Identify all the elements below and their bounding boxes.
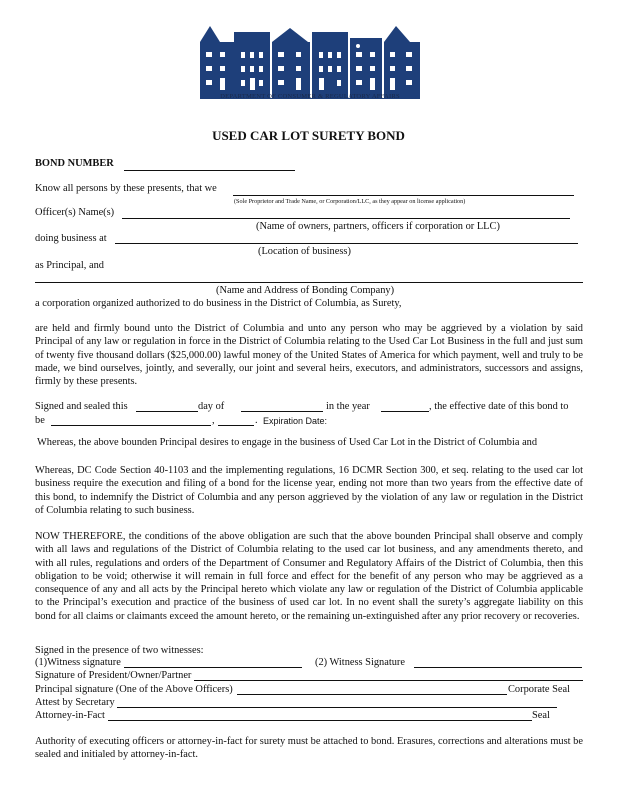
- corporate-seal-label: Corporate Seal: [508, 684, 571, 695]
- whereas-1-paragraph: Whereas, the above bounden Principal desires to engage in the business of Used Car Lot in the District of Columbia and: [37, 437, 538, 448]
- attorney-in-fact-label: Attorney-in-Fact: [35, 710, 105, 721]
- expiration-date-label: Expiration Date:: [263, 416, 328, 426]
- witness1-label: (1)Witness signature: [35, 657, 121, 668]
- month-field[interactable]: [241, 411, 323, 412]
- effective-year-field[interactable]: [218, 425, 254, 426]
- effective-date-field[interactable]: [51, 425, 211, 426]
- attest-secretary-field[interactable]: [117, 707, 557, 708]
- held-bound-paragraph: are held and firmly bound unto the District of Columbia and unto any person who may be aggrieved by a violation by said Principal of any law or regulation in force in the District of Columbia relating to the Used Car Lot Business in the full and just sum of twenty five thousand dollars ($25,000.00) lawful money of the United States of America for which payment, well and truly to be made, we bind ourselves, jointly, and severally, our joint and several heirs, executors, and administrators, successors and assigns, firmly by these presents.: [35, 323, 583, 388]
- officers-hint: (Name of owners, partners, officers if corporation or LLC): [256, 221, 500, 232]
- officers-label: Officer(s) Name(s): [35, 207, 115, 218]
- bonding-company-hint: (Name and Address of Bonding Company): [216, 285, 395, 296]
- logo-caption: DEPARTMENT OF CONSUMER & REGULATORY AFFAIRS: [220, 93, 400, 100]
- principal-signature-label: Principal signature (One of the Above Officers): [35, 684, 233, 695]
- bond-number-field[interactable]: [124, 170, 295, 171]
- seal-label: Seal: [532, 710, 550, 721]
- witness2-label: (2) Witness Signature: [315, 657, 406, 668]
- document-title: USED CAR LOT SURETY BOND: [212, 128, 405, 143]
- effective-date-text: , the effective date of this bond to: [429, 401, 569, 412]
- officers-field[interactable]: [122, 218, 570, 219]
- authority-paragraph: Authority of executing officers or attorney-in-fact for surety must be attached to bond. Erasures, corrections and alterations must be sealed and initialed by attorney-in-fact.: [35, 736, 583, 761]
- surety-line: a corporation organized authorized to do business in the District of Columbia, as Surety,: [35, 298, 402, 309]
- business-location-field[interactable]: [115, 243, 578, 244]
- day-of-label: day of: [198, 401, 225, 412]
- witness1-signature-field[interactable]: [124, 667, 302, 668]
- attest-secretary-label: Attest by Secretary: [35, 697, 115, 708]
- comma: ,: [212, 415, 215, 426]
- year-field[interactable]: [381, 411, 429, 412]
- principal-name-hint: (Sole Proprietor and Trade Name, or Corporation/LLC, as they appear on license application): [234, 198, 466, 205]
- as-principal-text: as Principal, and: [35, 260, 104, 271]
- witness-intro: Signed in the presence of two witnesses:: [35, 645, 204, 656]
- doing-business-label: doing business at: [35, 233, 107, 244]
- bond-number-label: BOND NUMBER: [35, 158, 114, 169]
- know-all-label: Know all persons by these presents, that we: [35, 183, 217, 194]
- principal-name-field[interactable]: [233, 195, 574, 196]
- president-signature-label: Signature of President/Owner/Partner: [35, 670, 192, 681]
- whereas-2-paragraph: Whereas, DC Code Section 40-1103 and the implementing regulations, 16 DCMR Section 300, et seq. relating to the used car lot business require the execution and filing of a bond for the license year, ending not more than two years from the effective date of this bond, to indemnify the District of Columbia and any person aggrieved by the violation of any law or regulation in the District of Columbia relating to such business.: [35, 465, 583, 516]
- now-therefore-paragraph: NOW THEREFORE, the conditions of the above obligation are such that the above bounden Principal shall observe and comply with all laws and regulations of the District of Columbia relating to the used car lot business, and any amendments thereto, and with all rules, regulations and orders of the Department of Consumer and Regulatory Affairs of the District of Columbia, then this obligation to be void; otherwise it will remain in full force and effect for the benefit of any person who may be aggrieved as a consequence of any and all acts by the Principal hereto which violate any law or regulation of the District of Columbia applicable to the Principal’s execution and practice of the business of used car lot. In no event shall the surety’s aggregate liability on this bond for all claims or claimants exceed the amount hereto, or the remaining un-extinguished after any prior recovery or recoveries.: [35, 531, 583, 622]
- bonding-company-field[interactable]: [35, 282, 583, 283]
- witness2-signature-field[interactable]: [414, 667, 582, 668]
- principal-signature-field[interactable]: [237, 694, 507, 695]
- period: .: [255, 415, 258, 426]
- signed-sealed-prefix: Signed and sealed this: [35, 401, 128, 412]
- be-label: be: [35, 415, 45, 426]
- in-the-year-label: in the year: [326, 401, 370, 412]
- president-signature-field[interactable]: [194, 680, 583, 681]
- business-location-hint: (Location of business): [258, 246, 351, 257]
- day-field[interactable]: [136, 411, 198, 412]
- attorney-in-fact-field[interactable]: [108, 720, 532, 721]
